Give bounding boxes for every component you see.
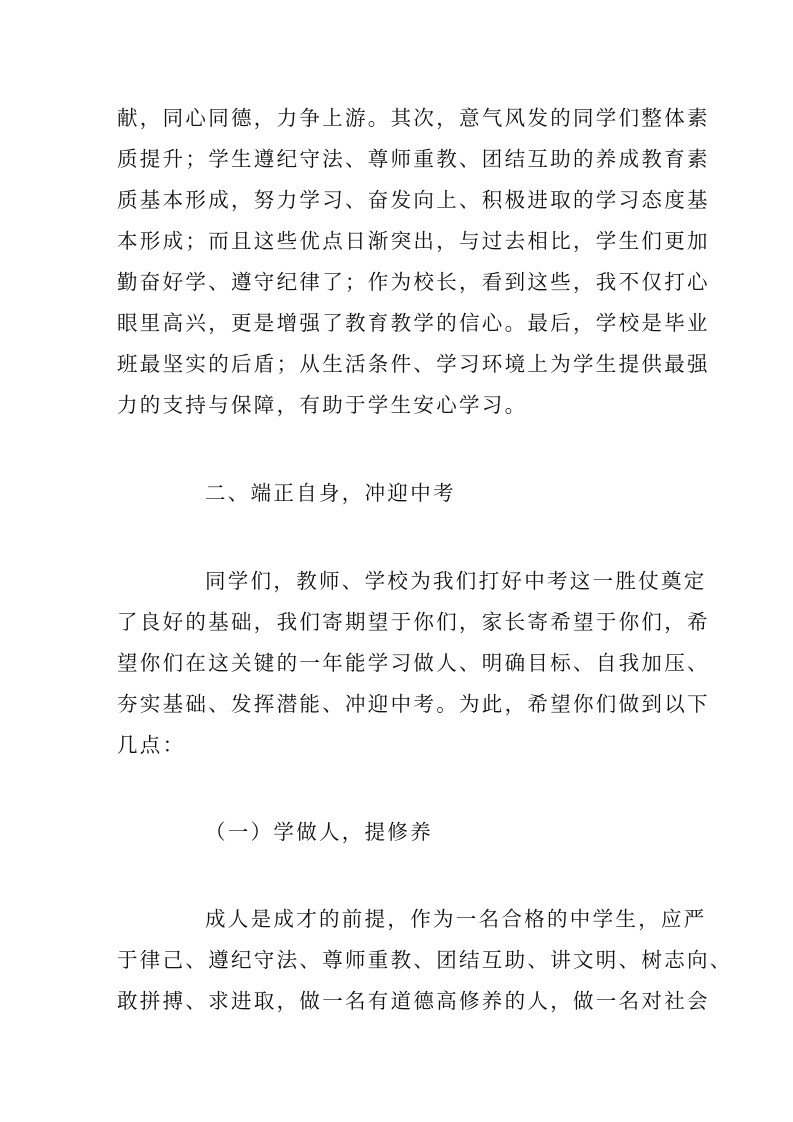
paragraph-1-line-2: 质提升；学生遵纪守法、尊师重教、团结互助的养成教育素 [117,147,710,171]
paragraph-2-line-3: 望你们在这关键的一年能学习做人、明确目标、自我加压、 [117,651,710,675]
paragraph-3-line-1: 成人是成才的前提，作为一名合格的中学生，应严 [205,907,707,931]
paragraph-3-line-3: 敢拼搏、求进取，做一名有道德高修养的人，做一名对社会 [117,989,710,1013]
paragraph-1-line-5: 勤奋好学、遵守纪律了；作为校长，看到这些，我不仅打心 [117,270,710,294]
paragraph-1-line-8: 力的支持与保障，有助于学生安心学习。 [117,393,528,417]
paragraph-2-line-2: 了良好的基础，我们寄期望于你们，家长寄希望于你们，希 [117,610,710,634]
section-heading: 二、端正自身，冲迎中考 [205,481,456,505]
paragraph-1-line-1: 献，同心同德，力争上游。其次，意气风发的同学们整体素 [117,106,710,130]
paragraph-2-line-1: 同学们，教师、学校为我们打好中考这一胜仗奠定 [205,569,707,593]
paragraph-2-line-4: 夯实基础、发挥潜能、冲迎中考。为此，希望你们做到以下 [117,692,710,716]
subsection-heading: （一）学做人，提修养 [205,820,433,844]
paragraph-1-line-3: 质基本形成，努力学习、奋发向上、积极进取的学习态度基 [117,188,710,212]
paragraph-1-line-4: 本形成；而且这些优点日渐突出，与过去相比，学生们更加 [117,229,710,253]
paragraph-3-line-2: 于律己、遵纪守法、尊师重教、团结互助、讲文明、树志向、 [117,948,733,972]
paragraph-1-line-7: 班最坚实的后盾；从生活条件、学习环境上为学生提供最强 [117,352,710,376]
paragraph-1-line-6: 眼里高兴，更是增强了教育教学的信心。最后，学校是毕业 [117,311,710,335]
paragraph-2-line-5: 几点： [117,733,186,757]
